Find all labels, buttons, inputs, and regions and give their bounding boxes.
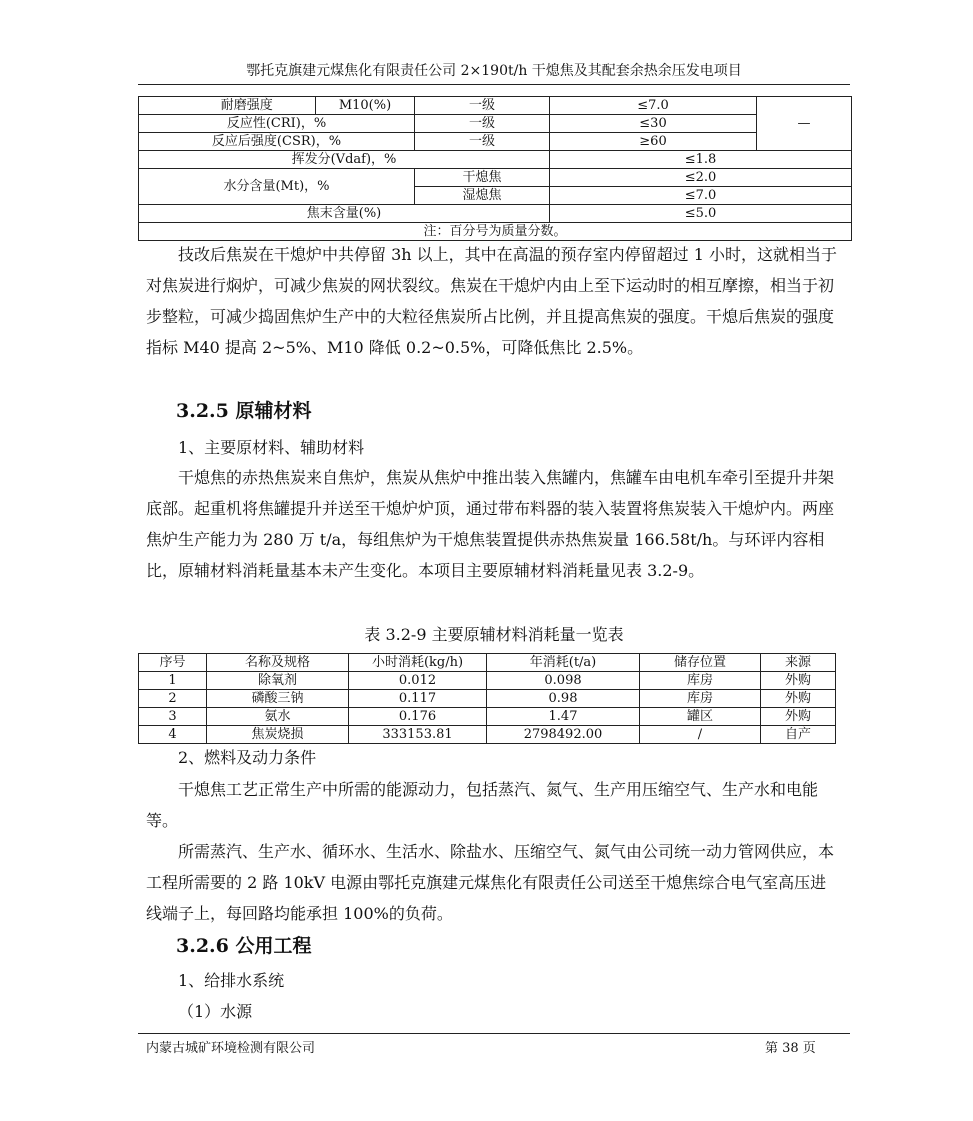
table-row <box>139 97 852 115</box>
column-header: 小时消耗(kg/h) <box>349 654 487 672</box>
list-item-text: （1）水源 <box>178 1002 253 1021</box>
table-cell: 耐磨强度 <box>179 97 316 115</box>
list-item-text: 1、给排水系统 <box>178 971 285 990</box>
table-note: 注：百分号为质量分数。 <box>139 223 852 241</box>
section-heading-3-2-5 <box>146 393 840 429</box>
table-cell: 外购 <box>761 708 836 726</box>
table-cell: 挥发分(Vdaf)，% <box>139 151 550 169</box>
table-cell: 2798492.00 <box>487 726 640 744</box>
table-row <box>139 726 836 744</box>
table-cell: 库房 <box>640 672 761 690</box>
table-cell: 自产 <box>761 726 836 744</box>
table-cell: 0.117 <box>349 690 487 708</box>
table-row <box>139 708 836 726</box>
table-cell: ≤5.0 <box>550 205 852 223</box>
table-row <box>139 151 852 169</box>
list-item <box>146 432 840 463</box>
table-cell: 4 <box>139 726 207 744</box>
table-cell: 干熄焦 <box>415 169 550 187</box>
table-cell: ≥60 <box>550 133 757 151</box>
table-cell: 一级 <box>415 115 550 133</box>
table-cell: ≤2.0 <box>550 169 852 187</box>
table-cell: 0.176 <box>349 708 487 726</box>
materials-table <box>138 653 836 744</box>
table-cell: 磷酸三钠 <box>207 690 349 708</box>
table-cell: 除氧剂 <box>207 672 349 690</box>
table-row <box>139 133 852 151</box>
table-cell: 外购 <box>761 690 836 708</box>
table-cell: 罐区 <box>640 708 761 726</box>
table-cell: 湿熄焦 <box>415 187 550 205</box>
table-cell: 反应后强度(CSR)，% <box>139 133 415 151</box>
page-header: 鄂托克旗建元煤焦化有限责任公司 2×190t/h 干熄焦及其配套余热余压发电项目 <box>246 63 742 79</box>
list-item-text: 2、燃料及动力条件 <box>178 748 317 767</box>
list-item <box>146 996 840 1027</box>
column-header: 名称及规格 <box>207 654 349 672</box>
table-cell: 0.012 <box>349 672 487 690</box>
paragraph <box>146 836 840 929</box>
list-item-text: 1、主要原材料、辅助材料 <box>178 438 365 457</box>
paragraph <box>146 239 840 363</box>
table-cell: 0.098 <box>487 672 640 690</box>
section-title: 3.2.6 公用工程 <box>176 935 312 957</box>
table-row <box>139 115 852 133</box>
column-header: 序号 <box>139 654 207 672</box>
table-header-row <box>139 654 836 672</box>
page-number: 第 38 页 <box>765 1041 816 1056</box>
table-cell: 3 <box>139 708 207 726</box>
table-cell <box>139 97 179 115</box>
table-cell: 焦炭烧损 <box>207 726 349 744</box>
table-cell: ≤1.8 <box>550 151 852 169</box>
paragraph <box>146 462 840 586</box>
paragraph <box>146 774 840 836</box>
column-header: 来源 <box>761 654 836 672</box>
table-cell: — <box>757 97 852 151</box>
table-cell: 库房 <box>640 690 761 708</box>
table-cell: / <box>640 726 761 744</box>
table-row <box>139 205 852 223</box>
table-row <box>139 672 836 690</box>
paragraph-text: 干熄焦的赤热焦炭来自焦炉，焦炭从焦炉中推出装入焦罐内，焦罐车由电机车牵引至提升井架底部。起重机将焦罐提升并送至干熄炉炉顶，通过带布料器的装入装置将焦炭装入干熄炉内。两座焦炉生产能力为 280 万 t/a，每组焦炉为干熄焦装置提供赤热焦炭量 166.58t/h。与环评内容相比，原辅材料消耗量基本未产生变化。本项目主要原辅材料消耗量见表 3.2-9。 <box>146 468 835 580</box>
column-header: 储存位置 <box>640 654 761 672</box>
table-cell: 焦末含量(%) <box>139 205 550 223</box>
table-cell: 1 <box>139 672 207 690</box>
table-row <box>139 169 852 187</box>
table-row <box>139 223 852 241</box>
section-heading-3-2-6 <box>146 928 840 964</box>
table-cell: 0.98 <box>487 690 640 708</box>
table-cell: 一级 <box>415 97 550 115</box>
footer-rule <box>138 1033 850 1034</box>
list-item <box>146 965 840 996</box>
table-cell: 水分含量(Mt)，% <box>139 169 415 205</box>
table-cell: 一级 <box>415 133 550 151</box>
list-item <box>146 742 840 773</box>
coke-quality-table <box>138 96 852 241</box>
section-title: 3.2.5 原辅材料 <box>176 400 312 422</box>
header-rule <box>138 84 850 85</box>
table-cell: ≤30 <box>550 115 757 133</box>
table-cell: ≤7.0 <box>550 97 757 115</box>
footer-company: 内蒙古城矿环境检测有限公司 <box>146 1041 316 1056</box>
table-cell: 2 <box>139 690 207 708</box>
table-row <box>139 690 836 708</box>
column-header: 年消耗(t/a) <box>487 654 640 672</box>
paragraph-text: 技改后焦炭在干熄炉中共停留 3h 以上，其中在高温的预存室内停留超过 1 小时，这就相当于对焦炭进行焖炉，可减少焦炭的网状裂纹。焦炭在干熄炉内由上至下运动时的相互摩擦，相当于初步整粒，可减少捣固焦炉生产中的大粒径焦炭所占比例，并且提高焦炭的强度。干熄后焦炭的强度指标 M40 提高 2~5%、M10 降低 0.2~0.5%，可降低焦比 2.5%。 <box>146 245 838 357</box>
table-caption: 表 3.2-9 主要原辅材料消耗量一览表 <box>364 625 624 644</box>
paragraph-text: 干熄焦工艺正常生产中所需的能源动力，包括蒸汽、氮气、生产用压缩空气、生产水和电能等。 <box>146 780 819 830</box>
table-cell: 外购 <box>761 672 836 690</box>
table-cell: ≤7.0 <box>550 187 852 205</box>
table-cell: 1.47 <box>487 708 640 726</box>
paragraph-text: 所需蒸汽、生产水、循环水、生活水、除盐水、压缩空气、氮气由公司统一动力管网供应，本工程所需要的 2 路 10kV 电源由鄂托克旗建元煤焦化有限责任公司送至干熄焦综合电气室高压进线端子上，每回路均能承担 100%的负荷。 <box>146 842 835 923</box>
table-cell: 氨水 <box>207 708 349 726</box>
table-cell: 333153.81 <box>349 726 487 744</box>
table-cell: M10(%) <box>316 97 415 115</box>
table-cell: 反应性(CRI)，% <box>139 115 415 133</box>
